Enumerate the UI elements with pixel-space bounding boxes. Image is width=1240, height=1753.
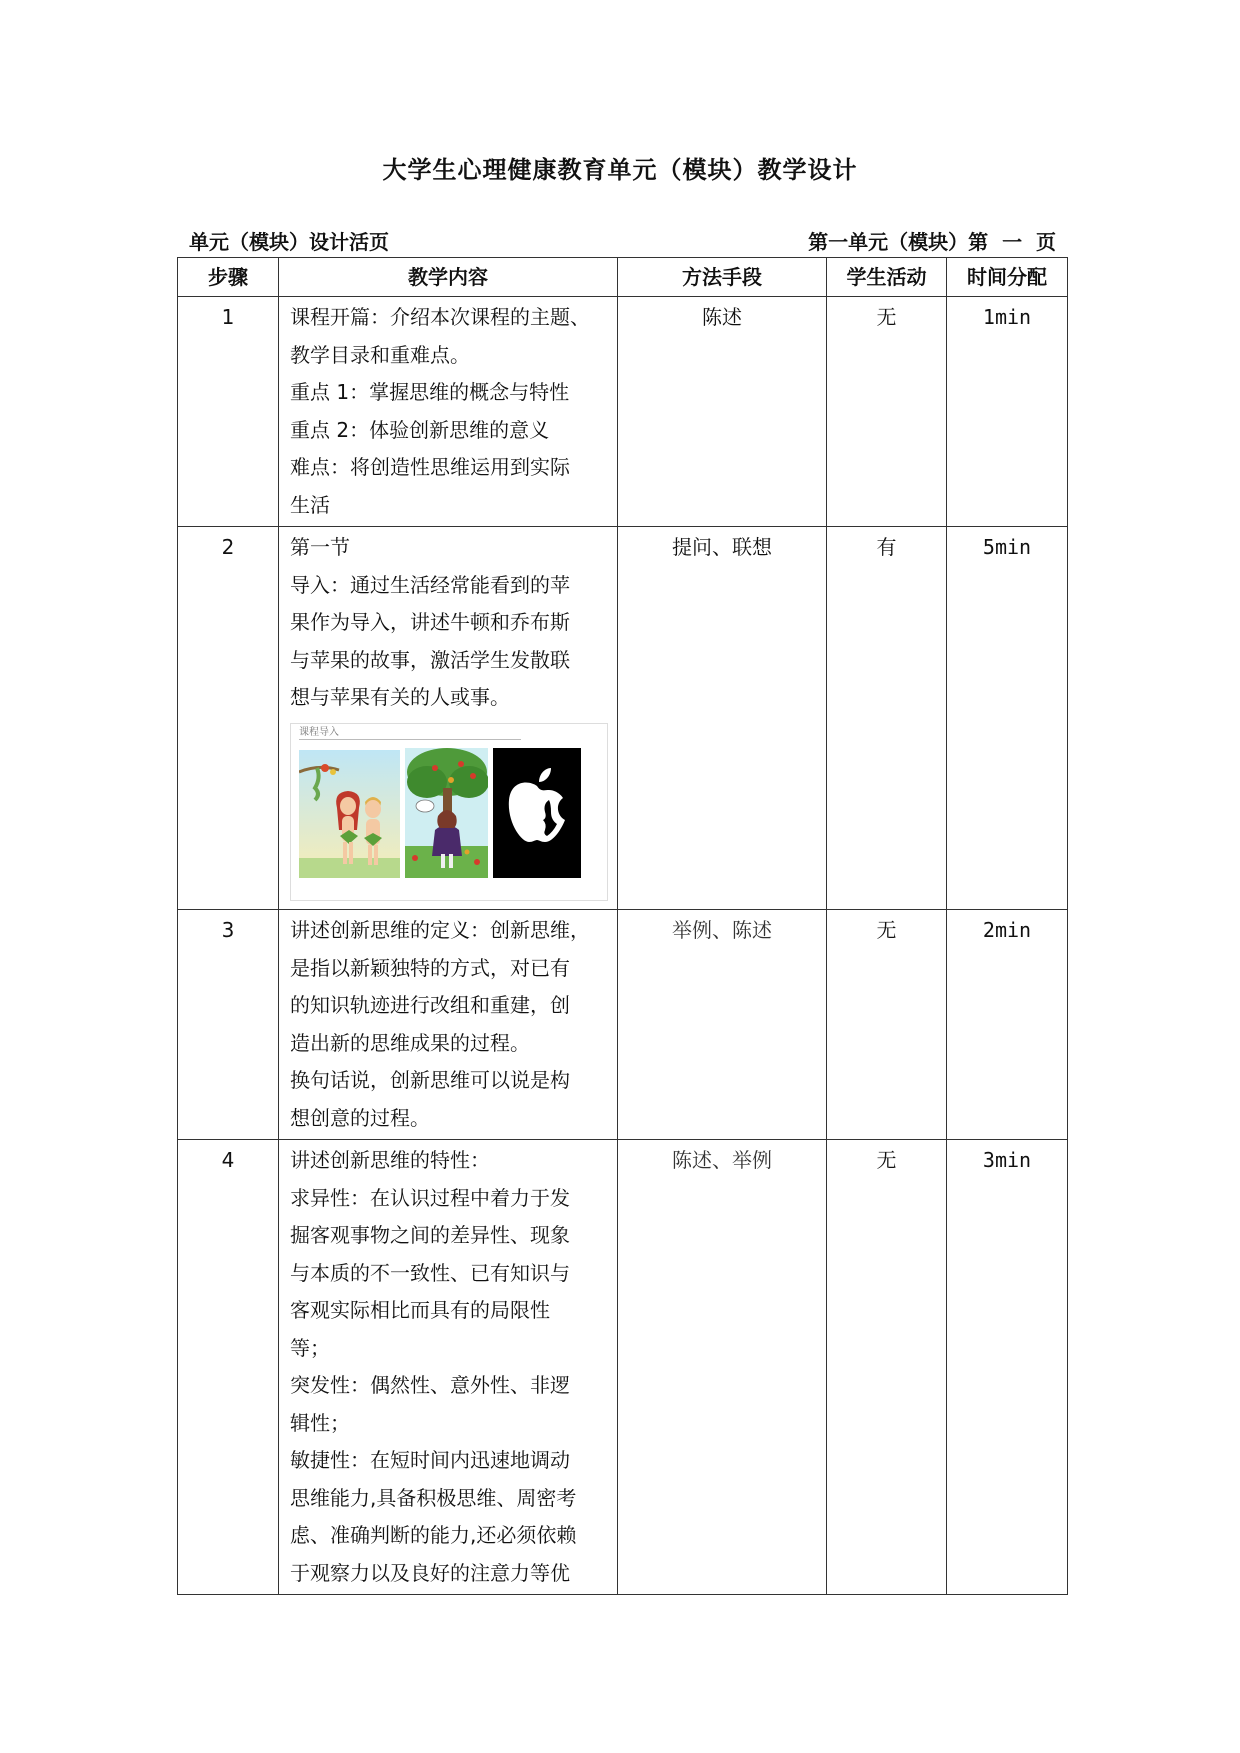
content-line: 与苹果的故事，激活学生发散联 — [290, 647, 570, 672]
time-cell: 3min — [947, 1140, 1068, 1595]
content-line: 讲述创新思维的特性： — [290, 1148, 490, 1172]
content-line: 突发性：偶然性、意外性、非逻 — [290, 1373, 570, 1397]
sheet-label: 单元（模块）设计活页 — [189, 230, 389, 254]
step-number: 2 — [178, 527, 279, 910]
content-line: 思维能力,具备积极思维、周密考 — [290, 1485, 577, 1510]
column-header-content: 教学内容 — [279, 258, 618, 297]
content-line: 是指以新颖独特的方式，对已有 — [290, 955, 570, 980]
column-header-step: 步骤 — [178, 258, 279, 297]
column-header-activity: 学生活动 — [827, 258, 947, 297]
content-line: 想创意的过程。 — [290, 1105, 430, 1130]
step-number: 3 — [178, 910, 279, 1140]
content-line: 换句话说，创新思维可以说是构 — [290, 1068, 570, 1092]
time-cell: 5min — [947, 527, 1068, 910]
content-line: 第一节 — [290, 535, 350, 559]
content-line: 与本质的不一致性、已有知识与 — [290, 1260, 570, 1285]
step-number: 1 — [178, 297, 279, 527]
activity-cell: 无 — [827, 297, 947, 527]
image-caption: 课程导入 — [299, 726, 339, 738]
method-cell: 举例、陈述 — [618, 910, 827, 1140]
content-line: 果作为导入，讲述牛顿和乔布斯 — [290, 610, 570, 634]
page-indicator: 第一单元（模块）第 一 页 — [808, 230, 1056, 254]
column-header-method: 方法手段 — [618, 258, 827, 297]
content-cell — [279, 297, 618, 527]
content-line: 重点 2：体验创新思维的意义 — [290, 417, 550, 442]
table-row — [178, 1140, 1068, 1595]
content-cell — [279, 527, 618, 910]
content-line: 造出新的思维成果的过程。 — [290, 1030, 530, 1055]
column-header-time: 时间分配 — [947, 258, 1068, 297]
content-line: 虑、准确判断的能力,还必须依赖 — [290, 1523, 577, 1547]
sheet-subheader — [189, 226, 1056, 256]
content-line: 导入：通过生活经常能看到的苹 — [290, 572, 570, 597]
content-line: 课程开篇：介绍本次课程的主题、 — [290, 305, 590, 329]
content-line: 求异性：在认识过程中着力于发 — [290, 1185, 570, 1210]
content-line: 掘客观事物之间的差异性、现象 — [290, 1223, 570, 1247]
table-row — [178, 910, 1068, 1140]
newton-tree-illustration — [405, 748, 488, 878]
content-line: 于观察力以及良好的注意力等优 — [290, 1560, 570, 1585]
table-header-row — [178, 258, 1068, 297]
content-line: 等； — [290, 1335, 330, 1360]
course-intro-image — [290, 723, 608, 901]
content-cell — [279, 1140, 618, 1595]
page-title: 大学生心理健康教育单元（模块）教学设计 — [382, 156, 858, 184]
lesson-plan-table — [177, 257, 1068, 1595]
content-line: 重点 1：掌握思维的概念与特性 — [290, 380, 570, 404]
caption-underline — [299, 739, 521, 740]
method-cell: 陈述、举例 — [618, 1140, 827, 1595]
step-number: 4 — [178, 1140, 279, 1595]
content-line: 敏捷性：在短时间内迅速地调动 — [290, 1448, 570, 1472]
content-line: 想与苹果有关的人或事。 — [290, 685, 510, 709]
adam-eve-illustration — [299, 750, 400, 878]
activity-cell: 无 — [827, 1140, 947, 1595]
content-line: 客观实际相比而具有的局限性 — [290, 1298, 550, 1322]
content-line: 教学目录和重难点。 — [290, 342, 470, 367]
content-cell — [279, 910, 618, 1140]
time-cell: 2min — [947, 910, 1068, 1140]
activity-cell: 有 — [827, 527, 947, 910]
content-line: 的知识轨迹进行改组和重建，创 — [290, 993, 570, 1017]
activity-cell: 无 — [827, 910, 947, 1140]
content-line: 讲述创新思维的定义：创新思维， — [290, 918, 590, 942]
content-line: 难点：将创造性思维运用到实际 — [290, 455, 570, 479]
apple-logo-illustration — [493, 748, 581, 878]
content-line: 生活 — [290, 492, 330, 517]
method-cell: 提问、联想 — [618, 527, 827, 910]
method-cell: 陈述 — [618, 297, 827, 527]
time-cell: 1min — [947, 297, 1068, 527]
content-line: 辑性； — [290, 1410, 350, 1435]
table-row — [178, 527, 1068, 910]
table-row — [178, 297, 1068, 527]
